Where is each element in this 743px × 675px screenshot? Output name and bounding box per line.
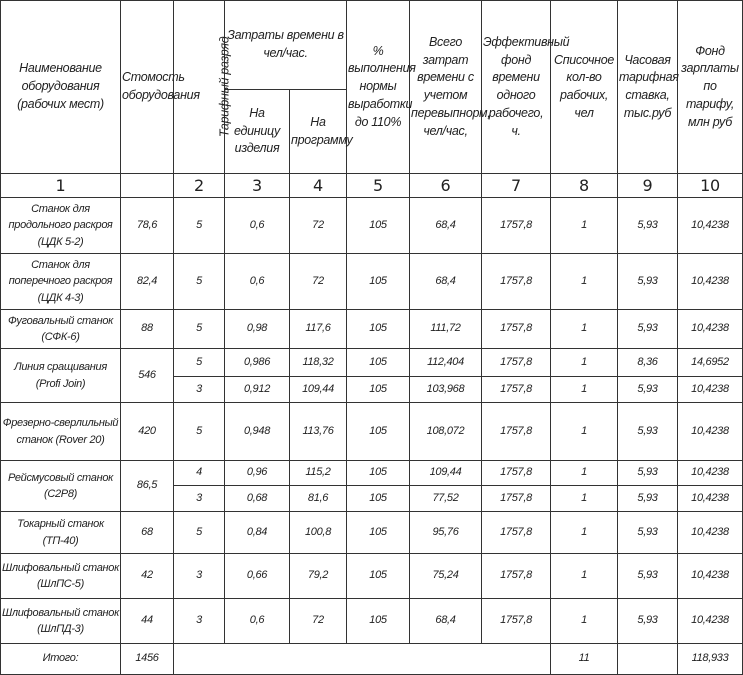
rate-cell: 5,93 [618, 599, 678, 644]
count-cell: 1 [551, 349, 618, 377]
per-unit-cell: 0,68 [225, 486, 290, 512]
equipment-cost: 42 [121, 554, 174, 599]
header-grade-label: Тарифный разряд [217, 36, 232, 138]
per-unit-cell: 0,84 [225, 512, 290, 554]
fund-cell: 10,4238 [678, 254, 743, 310]
pct-cell: 105 [347, 349, 410, 377]
total-cell: 111,72 [410, 310, 482, 349]
per-program-cell: 117,6 [290, 310, 347, 349]
per-program-cell: 100,8 [290, 512, 347, 554]
count-cell: 1 [551, 599, 618, 644]
per-program-cell: 81,6 [290, 486, 347, 512]
count-cell: 1 [551, 554, 618, 599]
eff-cell: 1757,8 [482, 403, 551, 461]
total-cell: 75,24 [410, 554, 482, 599]
column-number: 6 [410, 174, 482, 198]
rate-cell: 5,93 [618, 254, 678, 310]
pct-cell: 105 [347, 554, 410, 599]
total-wage-fund: 118,933 [678, 644, 743, 675]
count-cell: 1 [551, 254, 618, 310]
fund-cell: 14,6952 [678, 349, 743, 377]
header-total-time: Всего затрат времени с учетом перевыпнорм, чел/час, [410, 1, 482, 174]
equipment-name: Фрезерно-сверлильный станок (Rover 20) [1, 403, 121, 461]
total-cell: 68,4 [410, 198, 482, 254]
per-program-cell: 118,32 [290, 349, 347, 377]
pct-cell: 105 [347, 377, 410, 403]
per-program-cell: 72 [290, 599, 347, 644]
equipment-name: Шлифовальный станок (ШлПС-5) [1, 554, 121, 599]
rate-cell: 5,93 [618, 554, 678, 599]
equipment-cost: 78,6 [121, 198, 174, 254]
per-unit-cell: 0,948 [225, 403, 290, 461]
rate-cell: 5,93 [618, 461, 678, 486]
table-row [1, 254, 743, 310]
table-row [1, 310, 743, 349]
equipment-cost: 82,4 [121, 254, 174, 310]
per-unit-cell: 0,912 [225, 377, 290, 403]
total-cell: 77,52 [410, 486, 482, 512]
equipment-name: Станок для поперечного раскроя (ЦДК 4-3) [1, 254, 121, 310]
equipment-cost: 68 [121, 512, 174, 554]
equipment-name: Токарный станок (ТП-40) [1, 512, 121, 554]
count-cell: 1 [551, 512, 618, 554]
grade-cell: 3 [174, 599, 225, 644]
header-hourly-rate: Часовая тарифная ставка, тыс.руб [618, 1, 678, 174]
header-cost: Стомость оборудования [121, 1, 174, 174]
pct-cell: 105 [347, 461, 410, 486]
fund-cell: 10,4238 [678, 599, 743, 644]
count-cell: 1 [551, 377, 618, 403]
table-row [1, 599, 743, 644]
pct-cell: 105 [347, 403, 410, 461]
column-number: 3 [225, 174, 290, 198]
total-cell: 68,4 [410, 599, 482, 644]
table-row [1, 554, 743, 599]
fund-cell: 10,4238 [678, 198, 743, 254]
per-unit-cell: 0,986 [225, 349, 290, 377]
equipment-cost: 546 [121, 349, 174, 403]
grade-cell: 3 [174, 554, 225, 599]
column-number: 5 [347, 174, 410, 198]
per-program-cell: 115,2 [290, 461, 347, 486]
total-cell: 112,404 [410, 349, 482, 377]
rate-cell: 5,93 [618, 377, 678, 403]
column-number: 7 [482, 174, 551, 198]
grade-cell: 4 [174, 461, 225, 486]
total-label: Итого: [1, 644, 121, 675]
grade-cell: 5 [174, 349, 225, 377]
header-name: Наименование оборудования (рабочих мест) [1, 1, 121, 174]
count-cell: 1 [551, 461, 618, 486]
pct-cell: 105 [347, 254, 410, 310]
pct-cell: 105 [347, 310, 410, 349]
rate-cell: 5,93 [618, 198, 678, 254]
total-cell: 108,072 [410, 403, 482, 461]
total-cell: 103,968 [410, 377, 482, 403]
per-unit-cell: 0,96 [225, 461, 290, 486]
equipment-cost: 88 [121, 310, 174, 349]
equipment-name: Шлифовальный станок (ШлПД-3) [1, 599, 121, 644]
per-unit-cell: 0,6 [225, 254, 290, 310]
equipment-name: Рейсмусовый станок (С2Р8) [1, 461, 121, 512]
per-program-cell: 113,76 [290, 403, 347, 461]
header-per-unit: На единицу изделия [225, 90, 290, 174]
eff-cell: 1757,8 [482, 198, 551, 254]
total-cell: 95,76 [410, 512, 482, 554]
header-eff-fund: Эффективный фонд времени одного рабочего, ч. [482, 1, 551, 174]
eff-cell: 1757,8 [482, 349, 551, 377]
header-time-costs: Затраты времени в чел/час. [225, 1, 347, 90]
total-headcount: 11 [551, 644, 618, 675]
table-row [1, 461, 743, 486]
column-number-blank [121, 174, 174, 198]
column-number: 8 [551, 174, 618, 198]
table-row [1, 349, 743, 377]
fund-cell: 10,4238 [678, 310, 743, 349]
header-grade [174, 1, 232, 174]
grade-cell: 5 [174, 310, 225, 349]
count-cell: 1 [551, 403, 618, 461]
per-unit-cell: 0,6 [225, 198, 290, 254]
grade-cell: 5 [174, 254, 225, 310]
per-unit-cell: 0,98 [225, 310, 290, 349]
grade-cell: 5 [174, 403, 225, 461]
total-cell: 68,4 [410, 254, 482, 310]
rate-cell: 5,93 [618, 512, 678, 554]
table-row [1, 403, 743, 461]
fund-cell: 10,4238 [678, 512, 743, 554]
total-cell: 109,44 [410, 461, 482, 486]
header-wage-fund: Фонд зарплаты по тарифу, млн руб [678, 1, 743, 174]
pct-cell: 105 [347, 512, 410, 554]
total-blank [174, 644, 551, 675]
rate-cell: 5,93 [618, 403, 678, 461]
count-cell: 1 [551, 310, 618, 349]
pct-cell: 105 [347, 486, 410, 512]
eff-cell: 1757,8 [482, 599, 551, 644]
eff-cell: 1757,8 [482, 461, 551, 486]
eff-cell: 1757,8 [482, 310, 551, 349]
fund-cell: 10,4238 [678, 486, 743, 512]
eff-cell: 1757,8 [482, 512, 551, 554]
total-rate-blank [618, 644, 678, 675]
count-cell: 1 [551, 198, 618, 254]
equipment-cost: 420 [121, 403, 174, 461]
equipment-name: Линия сращивания (Profi Join) [1, 349, 121, 403]
grade-cell: 3 [174, 486, 225, 512]
eff-cell: 1757,8 [482, 554, 551, 599]
fund-cell: 10,4238 [678, 377, 743, 403]
eff-cell: 1757,8 [482, 377, 551, 403]
equipment-cost: 44 [121, 599, 174, 644]
grade-cell: 5 [174, 512, 225, 554]
header-pct-norm: % выполнения нормы выработки до 110% [347, 1, 410, 174]
grade-cell: 3 [174, 377, 225, 403]
fund-cell: 10,4238 [678, 461, 743, 486]
rate-cell: 5,93 [618, 310, 678, 349]
table-row [1, 512, 743, 554]
eff-cell: 1757,8 [482, 486, 551, 512]
eff-cell: 1757,8 [482, 254, 551, 310]
table-row [1, 198, 743, 254]
grade-cell: 5 [174, 198, 225, 254]
pct-cell: 105 [347, 599, 410, 644]
per-unit-cell: 0,6 [225, 599, 290, 644]
per-program-cell: 72 [290, 198, 347, 254]
equipment-name: Станок для продольного раскроя (ЦДК 5-2) [1, 198, 121, 254]
fund-cell: 10,4238 [678, 403, 743, 461]
per-program-cell: 79,2 [290, 554, 347, 599]
column-number: 9 [618, 174, 678, 198]
column-number: 2 [174, 174, 225, 198]
column-number: 1 [1, 174, 121, 198]
column-number: 4 [290, 174, 347, 198]
column-number: 10 [678, 174, 743, 198]
per-program-cell: 72 [290, 254, 347, 310]
per-program-cell: 109,44 [290, 377, 347, 403]
equipment-name: Фуговальный станок (СФК-6) [1, 310, 121, 349]
per-unit-cell: 0,66 [225, 554, 290, 599]
total-cost: 1456 [121, 644, 174, 675]
fund-cell: 10,4238 [678, 554, 743, 599]
count-cell: 1 [551, 486, 618, 512]
rate-cell: 5,93 [618, 486, 678, 512]
rate-cell: 8,36 [618, 349, 678, 377]
header-headcount: Списочное кол-во рабочих, чел [551, 1, 618, 174]
equipment-cost: 86,5 [121, 461, 174, 512]
column-numbers-row [1, 174, 743, 198]
pct-cell: 105 [347, 198, 410, 254]
header-per-program: На программу [290, 90, 347, 174]
total-row [1, 644, 743, 675]
